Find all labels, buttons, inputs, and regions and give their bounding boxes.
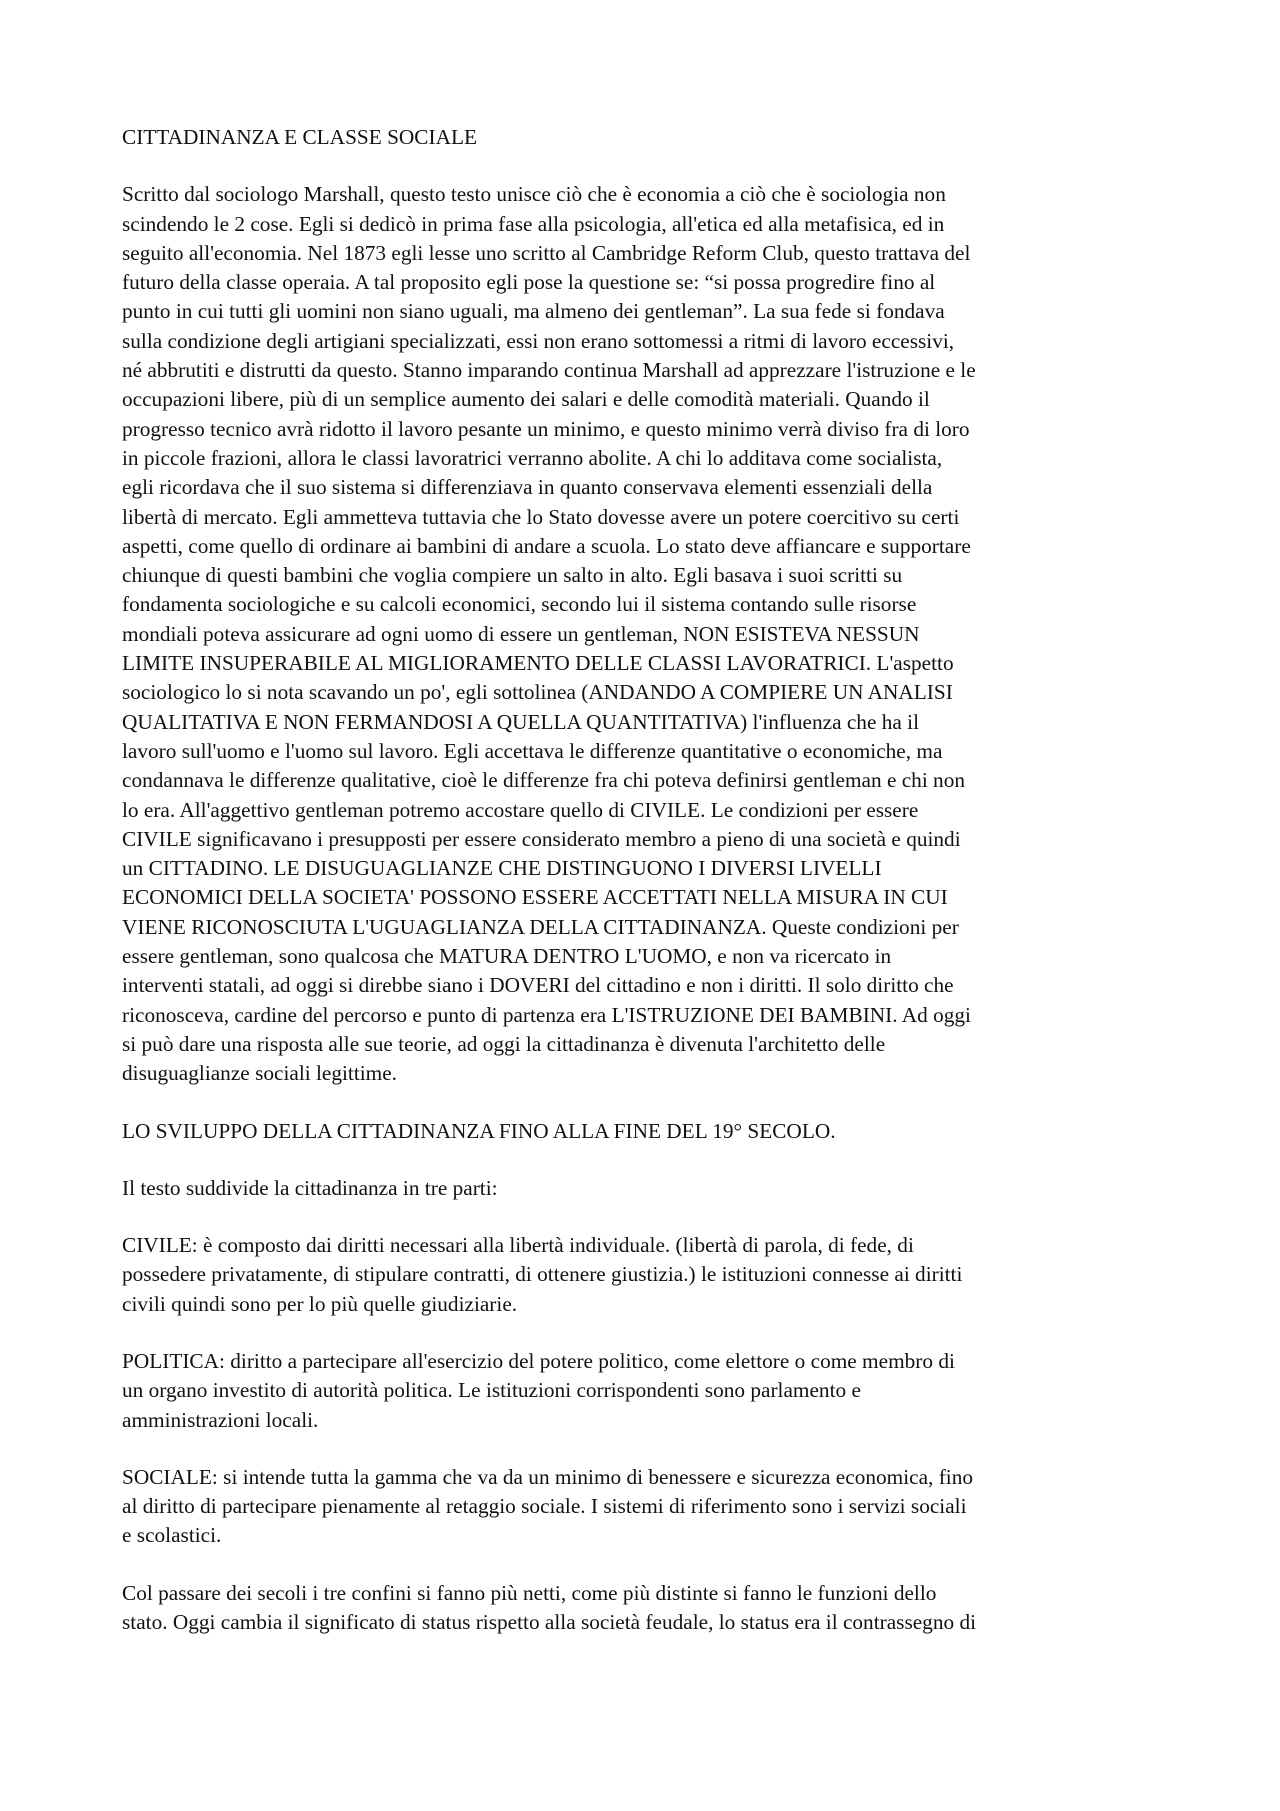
intro-line: riconosceva, cardine del percorso e punto di partenza era L'ISTRUZIONE DEI BAMBINI. Ad oggi bbox=[122, 1002, 971, 1027]
closing-line: stato. Oggi cambia il significato di status rispetto alla società feudale, lo status era il contrassegno di bbox=[122, 1610, 977, 1635]
intro-line: seguito all'economia. Nel 1873 egli lesse uno scritto al Cambridge Reform Club, questo trattava del bbox=[122, 240, 971, 265]
intro-line: si può dare una risposta alle sue teorie, ad oggi la cittadinanza è divenuta l'architetto delle bbox=[122, 1031, 886, 1056]
intro-line: Scritto dal sociologo Marshall, questo testo unisce ciò che è economia a ciò che è sociologia non bbox=[122, 182, 946, 207]
intro-line: interventi statali, ad oggi si direbbe siano i DOVERI del cittadino e non i diritti. Il solo diritto che bbox=[122, 973, 954, 998]
intro-line: sociologico lo si nota scavando un po', egli sottolinea (ANDANDO A COMPIERE UN ANALISI bbox=[122, 680, 953, 705]
sociale-paragraph bbox=[122, 1463, 1172, 1551]
intro-line: in piccole frazioni, allora le classi lavoratrici verranno abolite. A chi lo additava come socialista, bbox=[122, 445, 943, 470]
politica-line: un organo investito di autorità politica. Le istituzioni corrispondenti sono parlamento e bbox=[122, 1378, 861, 1403]
intro-line: scindendo le 2 cose. Egli si dedicò in prima fase alla psicologia, all'etica ed alla metafisica, ed in bbox=[122, 211, 945, 236]
sociale-line: SOCIALE: si intende tutta la gamma che va da un minimo di benessere e sicurezza economica, fino bbox=[122, 1464, 974, 1489]
civile-paragraph bbox=[122, 1231, 1172, 1319]
intro-line: ECONOMICI DELLA SOCIETA' POSSONO ESSERE ACCETTATI NELLA MISURA IN CUI bbox=[122, 885, 948, 910]
section-intro: Il testo suddivide la cittadinanza in tre parti: bbox=[122, 1175, 498, 1200]
document-page bbox=[122, 123, 1172, 1665]
intro-line: condannava le differenze qualitative, cioè le differenze fra chi poteva definirsi gentleman e chi non bbox=[122, 768, 966, 793]
civile-line: CIVILE: è composto dai diritti necessari alla libertà individuale. (libertà di parola, di fede, di bbox=[122, 1233, 914, 1258]
intro-line: disuguaglianze sociali legittime. bbox=[122, 1061, 398, 1086]
intro-line: sulla condizione degli artigiani specializzati, essi non erano sottomessi a ritmi di lavoro eccessivi, bbox=[122, 328, 955, 353]
intro-paragraph bbox=[122, 180, 1172, 1088]
intro-line: occupazioni libere, più di un semplice aumento dei salari e delle comodità materiali. Quando il bbox=[122, 387, 930, 412]
intro-line: un CITTADINO. LE DISUGUAGLIANZE CHE DISTINGUONO I DIVERSI LIVELLI bbox=[122, 856, 882, 881]
intro-line: egli ricordava che il suo sistema si differenziava in quanto conservava elementi essenziali della bbox=[122, 475, 933, 500]
intro-line: LIMITE INSUPERABILE AL MIGLIORAMENTO DELLE CLASSI LAVORATRICI. L'aspetto bbox=[122, 651, 954, 676]
intro-line: punto in cui tutti gli uomini non siano uguali, ma almeno dei gentleman”. La sua fede si fondava bbox=[122, 299, 945, 324]
intro-line: fondamenta sociologiche e su calcoli economici, secondo lui il sistema contando sulle risorse bbox=[122, 592, 917, 617]
intro-line: essere gentleman, sono qualcosa che MATURA DENTRO L'UOMO, e non va ricercato in bbox=[122, 944, 892, 969]
intro-line: libertà di mercato. Egli ammetteva tuttavia che lo Stato dovesse avere un potere coercitivo su certi bbox=[122, 504, 960, 529]
intro-line: né abbrutiti e distrutti da questo. Stanno imparando continua Marshall ad apprezzare l'istruzione e le bbox=[122, 358, 976, 383]
civile-line: possedere privatamente, di stipulare contratti, di ottenere giustizia.) le istituzioni connesse ai diritti bbox=[122, 1262, 963, 1287]
intro-line: lo era. All'aggettivo gentleman potremo accostare quello di CIVILE. Le condizioni per essere bbox=[122, 797, 919, 822]
sociale-line: al diritto di partecipare pienamente al retaggio sociale. I sistemi di riferimento sono i servizi sociali bbox=[122, 1494, 967, 1519]
civile-line: civili quindi sono per lo più quelle giudiziarie. bbox=[122, 1291, 518, 1316]
politica-line: POLITICA: diritto a partecipare all'esercizio del potere politico, come elettore o come membro di bbox=[122, 1348, 955, 1373]
intro-line: futuro della classe operaia. A tal proposito egli pose la questione se: “si possa progredire fino al bbox=[122, 270, 936, 295]
document-title: CITTADINANZA E CLASSE SOCIALE bbox=[122, 125, 478, 149]
politica-line: amministrazioni locali. bbox=[122, 1407, 319, 1432]
intro-line: progresso tecnico avrà ridotto il lavoro pesante un minimo, e questo minimo verrà diviso fra di loro bbox=[122, 416, 970, 441]
intro-line: lavoro sull'uomo e l'uomo sul lavoro. Egli accettava le differenze quantitative o economiche, ma bbox=[122, 738, 943, 763]
closing-line: Col passare dei secoli i tre confini si fanno più netti, come più distinte si fanno le funzioni dello bbox=[122, 1580, 937, 1605]
intro-line: chiunque di questi bambini che voglia compiere un salto in alto. Egli basava i suoi scritti su bbox=[122, 563, 903, 588]
intro-line: VIENE RICONOSCIUTA L'UGUAGLIANZA DELLA CITTADINANZA. Queste condizioni per bbox=[122, 914, 959, 939]
section-heading: LO SVILUPPO DELLA CITTADINANZA FINO ALLA FINE DEL 19° SECOLO. bbox=[122, 1118, 836, 1143]
closing-paragraph bbox=[122, 1579, 1172, 1638]
intro-line: mondiali poteva assicurare ad ogni uomo di essere un gentleman, NON ESISTEVA NESSUN bbox=[122, 621, 920, 646]
intro-line: aspetti, come quello di ordinare ai bambini di andare a scuola. Lo stato deve affiancare e supportare bbox=[122, 533, 971, 558]
intro-line: CIVILE significavano i presupposti per essere considerato membro a pieno di una società e quindi bbox=[122, 826, 961, 851]
intro-line: QUALITATIVA E NON FERMANDOSI A QUELLA QUANTITATIVA) l'influenza che ha il bbox=[122, 709, 919, 734]
politica-paragraph bbox=[122, 1347, 1172, 1435]
sociale-line: e scolastici. bbox=[122, 1523, 222, 1548]
